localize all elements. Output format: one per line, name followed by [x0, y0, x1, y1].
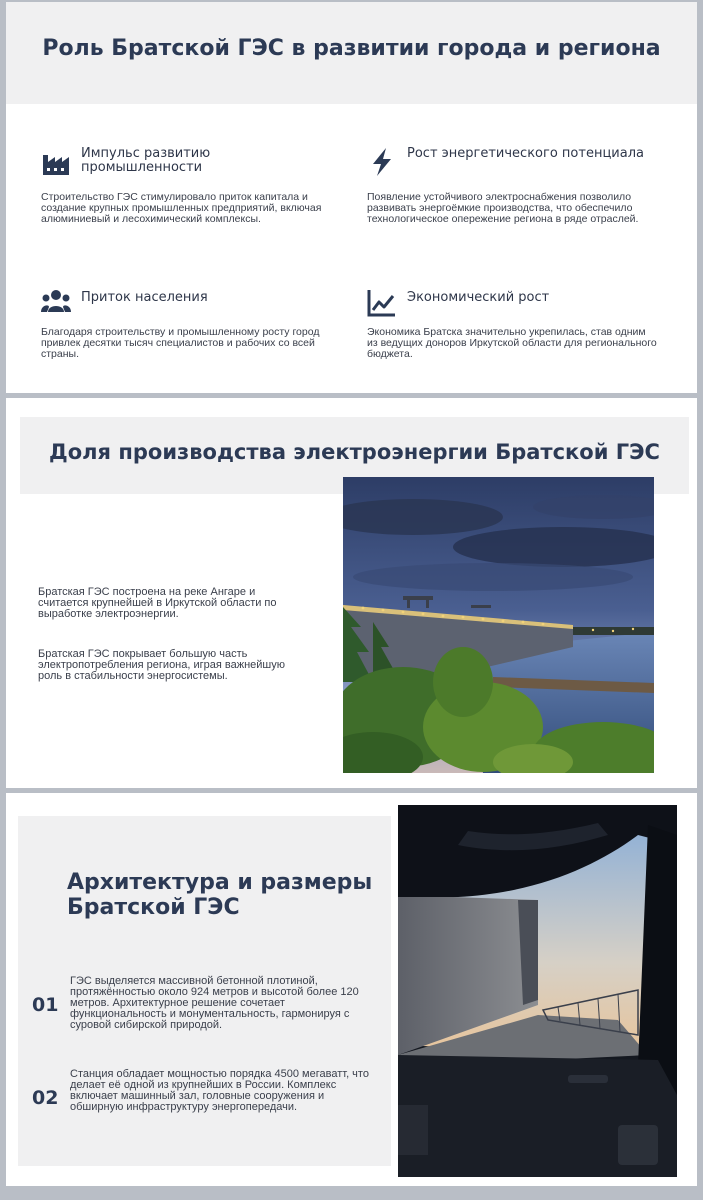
feature-description: Экономика Братска значительно укрепилась, став одним из ведущих доноров Иркутской области для регионального бюджета. — [367, 326, 657, 360]
feature-title: Рост энергетического потенциала — [407, 146, 644, 161]
item-text: ГЭС выделяется массивной бетонной плотиной, протяжённостью около 924 метров и высотой более 120 метров. Архитектурное решение сочетает функциональность и монументальность, гармонируя с суровой сибирской природой. — [70, 975, 359, 1031]
lightning-icon — [367, 147, 397, 177]
feature-title: Импульс развитию промышленности — [81, 146, 211, 175]
slide-energy-share — [6, 398, 697, 788]
paragraph: Братская ГЭС построена на реке Ангаре и считается крупнейшей в Иркутской области по выработке электроэнергии. — [38, 586, 277, 620]
slide-role-of-hpp — [6, 2, 697, 393]
factory-icon — [41, 147, 71, 177]
item-number: 02 — [32, 1087, 59, 1109]
feature-description: Строительство ГЭС стимулировало приток капитала и создание крупных промышленных предприятий, включая алюминиевый и лесохимический комплексы. — [41, 191, 322, 225]
dam-road-car-photo — [398, 805, 677, 1177]
feature-title: Приток населения — [81, 290, 208, 305]
dam-night-photo — [343, 477, 654, 773]
item-text: Станция обладает мощностью порядка 4500 мегаватт, что делает её одной из крупнейших в России. Комплекс включает машинный зал, головные сооружения и обширную инфраструктуру энергопередачи. — [70, 1068, 369, 1113]
people-icon — [41, 288, 71, 318]
item-number: 01 — [32, 994, 59, 1016]
slide-title: Архитектура и размеры Братской ГЭС — [67, 870, 373, 920]
paragraph: Братская ГЭС покрывает большую часть электропотребления региона, играя важнейшую роль в стабильности энергосистемы. — [38, 648, 286, 682]
slide-architecture — [6, 793, 697, 1186]
feature-description: Появление устойчивого электроснабжения позволило развивать энергоёмкие производства, что обеспечило технологическое опережение региона в ряде отраслей. — [367, 191, 639, 225]
feature-description: Благодаря строительству и промышленному росту город привлек десятки тысяч специалистов и рабочих со всей страны. — [41, 326, 320, 360]
slide-title: Роль Братской ГЭС в развитии города и региона — [42, 36, 661, 61]
slide-title: Доля производства электроэнергии Братской ГЭС — [49, 440, 660, 464]
feature-title: Экономический рост — [407, 290, 550, 305]
chart-line-icon — [367, 288, 397, 318]
